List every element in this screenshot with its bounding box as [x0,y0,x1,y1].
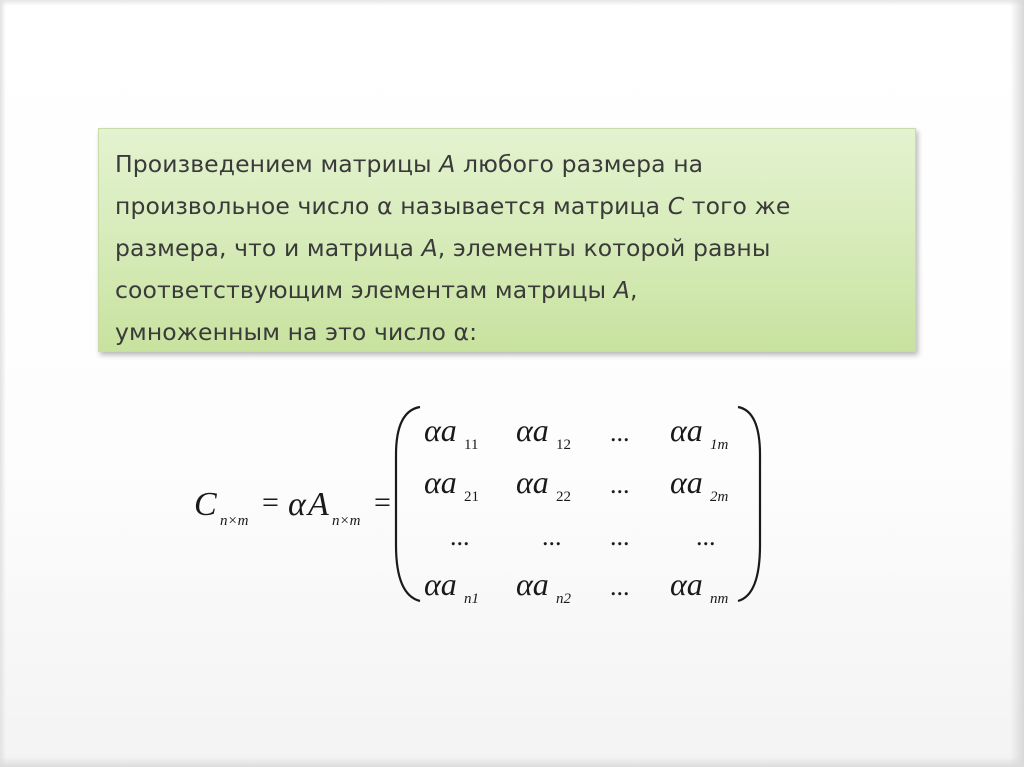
definition-line [115,227,897,269]
matrix-cell-2-1: αa [424,464,457,500]
formula-alpha: α [288,486,306,523]
definition-text-run: любого размера на [455,150,704,178]
slide-edge-right [1010,0,1024,767]
matrix-cell-subscript-1-2: 12 [556,437,571,453]
matrix-left-paren [396,407,420,601]
definition-line [115,143,897,185]
matrix-cell-1-3: ... [610,418,630,447]
definition-text-run: соответствующим элементам матрицы [115,276,614,304]
definition-italic-run: A [613,276,630,304]
definition-italic-run: C [667,192,685,220]
matrix-cell-3-3: ... [610,522,630,551]
slide-edge-left [0,0,6,767]
definition-text-run: умноженным на это число α: [115,318,478,346]
matrix-cell-4-4: αa [670,566,703,602]
definition-line [115,311,897,353]
definition-text [115,143,897,353]
matrix-cell-1-4: αa [670,412,703,448]
formula-a-subscript: n×m [332,513,361,529]
matrix-cell-2-3: ... [610,470,630,499]
definition-text-run: произвольное число α называется матрица [115,192,668,220]
definition-line [115,185,897,227]
definition-italic-run: A [439,150,456,178]
matrix-cell-subscript-1-4: 1m [710,437,729,453]
formula-equals-2: = [374,486,391,519]
matrix-cell-4-3: ... [610,572,630,601]
matrix-cell-3-1: ... [450,522,470,551]
matrix-cell-3-2: ... [542,522,562,551]
matrix-cell-subscript-2-2: 22 [556,489,571,505]
matrix-cells [424,412,729,607]
matrix-cell-subscript-4-2: n2 [556,591,571,607]
slide-edge-top [0,0,1024,6]
matrix-cell-subscript-2-4: 2m [710,489,729,505]
formula-c-subscript: n×m [220,513,249,529]
definition-text-run: размера, что и матрица [115,234,422,262]
matrix-cell-subscript-2-1: 21 [464,489,479,505]
formula-c: C [194,486,217,523]
definition-box [98,128,916,352]
matrix-cell-subscript-4-4: nm [710,591,729,607]
matrix-cell-4-2: αa [516,566,549,602]
formula-svg [180,395,780,615]
matrix-cell-2-2: αa [516,464,549,500]
matrix-cell-3-4: ... [696,522,716,551]
definition-line [115,269,897,311]
matrix-cell-1-2: αa [516,412,549,448]
slide-edge-bottom [0,757,1024,767]
definition-text-run: Произведением матрицы [115,150,440,178]
matrix-right-paren [738,407,760,601]
matrix-cell-subscript-4-1: n1 [464,591,479,607]
matrix-cell-subscript-1-1: 11 [464,437,479,453]
matrix-formula [180,395,780,615]
definition-italic-run: A [421,234,438,262]
matrix-cell-4-1: αa [424,566,457,602]
definition-text-run: , элементы которой равны [437,234,771,262]
matrix-cell-2-4: αa [670,464,703,500]
formula-equals-1: = [262,486,279,519]
matrix-cell-1-1: αa [424,412,457,448]
formula-a: A [308,486,329,523]
definition-text-run: того же [684,192,791,220]
definition-text-run: , [629,276,638,304]
